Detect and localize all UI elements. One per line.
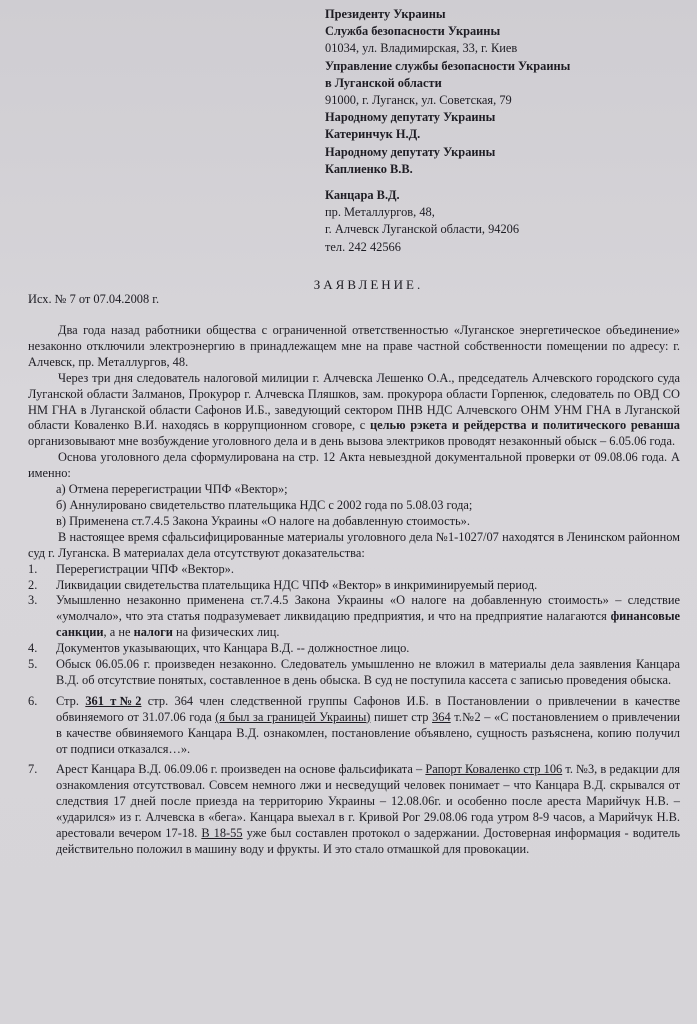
paragraph: Два года назад работники общества с ограниченной ответственностью «Луганское энергетическое объединение» незаконно отключили электроэнергию в принадлежащем мне на праве частной собственности помещении по адресу: г. Алчевск, пр. Металлургов, 48. [28,323,680,369]
paragraph: В настоящее время сфальсифицированные материалы уголовного дела №1-1027/07 находятся в Ленинском районном суд г. Луганска. В материалах дела отсутствуют доказательства: [28,529,680,560]
list-number: 2. [28,577,38,592]
addressee-line: Катеринчук Н.Д. [325,127,421,142]
list-text [56,762,680,857]
addressee-line: Народному депутату Украины [325,110,496,125]
bold-phrase: целью рэкета и рейдерства и политического реванша [369,418,680,433]
text-run: стр. 364 член следственной группы Сафонов И.Б. в Постановлении о привлечении в качестве обвиняемого от 31.07.06 года [56,693,681,724]
list-number: 3. [28,593,38,608]
list-text [56,593,680,641]
text-run: Через три дня следователь налоговой милиции г. Алчевска Лешенко О.А., председатель Алчевского городского суда Луганской области Залманов, Прокурор г. Алчевска Пляшков, зам. прокурора области Горпенюк, следователь по ОВД СО НМ ГНА в Луганской области Сафонов И.Б., заведующий сектором ПНВ НДС Алчевского ОНМ УНМ ГНА в Луганской области Коваленко В.И. находясь в коррупционном сговоре, с [28,370,680,433]
addressee-line: 01034, ул. Владимирская, 33, г. Киев [325,41,518,56]
text-run: Стр. [56,693,86,708]
list-item [28,578,680,594]
document-title: ЗАЯВЛЕНИЕ. [313,277,424,292]
bold-phrase: финансовые санкции [56,609,680,640]
addressee-block [325,6,685,178]
bold-phrase: налоги [133,625,173,640]
list-item [28,641,680,657]
paragraph: Основа уголовного дела сформулирована на стр. 12 Акта невыездной документальной проверки от 09.08.06 года. А именно: [28,450,680,481]
text-run: Умышленно незаконно применена ст.7.4.5 Закона Украины «О налоге на добавленную стоимость» – следствие «умолчало», что эта статья подразумевает ликвидацию предприятия, и что на предприятие налагаются [56,593,680,624]
list-item [28,762,680,857]
addressee-line: Служба безопасности Украины [325,24,501,39]
addressee-line: Каплиенко В.В. [325,161,413,176]
sender-name: Канцара В.Д. [325,188,400,202]
text-run: на физических лиц. [172,625,280,640]
list-number: 7. [28,762,38,777]
sender-phone: тел. 242 42566 [325,239,401,254]
sender-block [325,187,685,256]
text-run: т. №3, в редакции для ознакомления отсутствовал. Совсем немного лжи и несведущий человек понимает – что Канцара В.Д. скрывался от следствия 17 дней после приезда на территорию Украины – 12.08.06г. и особенно после ареста Марийчук Н.В. – «ударился» из г. Алчевска в «бега». Канцара выехал в г. Кривой Рог 29.08.06 года утром 8-9 часов, а Марийчук Н.В. арестовали вечером 17-18. [56,762,681,841]
sub-item: а) Отмена перерегистрации ЧПФ «Вектор»; [56,482,288,497]
list-item [28,657,680,689]
text-run: Арест Канцара В.Д. 06.09.06 г. произведен на основе фальсификата – [56,762,426,777]
sub-item: б) Аннулировано свидетельство плательщика НДС с 2002 года по 5.08.03 года; [56,497,473,512]
addressee-line: Народному депутату Украины [325,144,496,159]
underlined-reference: 361 т№2 [85,693,142,708]
underlined-reference: 364 [432,709,451,724]
list-text: Документов указывающих, что Канцара В.Д. -- должностное лицо. [56,641,410,656]
list-text: Ликвидации свидетельства плательщика НДС ЧПФ «Вектор» в инкриминируемый период. [56,577,538,592]
document-reference: Исх. № 7 от 07.04.2008 г. [28,292,160,306]
text-run: уже был составлен протокол о задержании. Достоверная информация - водитель действительно положил в машину воду и фрукты. И это стало отмашкой для провокации. [56,826,680,856]
list-text [56,694,680,758]
list-text: Обыск 06.05.06 г. произведен незаконно. Следователь умышленно не вложил в материалы дела заявления Канцара В.Д. об отсутствие понятых, составленное в день обыска. В суд не поступила кассета с записью проведения обыска. [56,657,680,687]
list-item [28,694,680,758]
text-run: т.№2 – «С постановлением о привлечении в качестве обвиняемого Канцара В.Д. ознакомлен, постановление объявлено, сущность разъяснена, копию получил от подписи отказался…». [56,709,680,756]
list-number: 1. [28,561,38,576]
paragraph [28,371,680,451]
text-run: пишет стр [370,709,433,724]
underlined-reference: Рапорт Коваленко стр 106 [425,762,563,777]
sub-item: в) Применена ст.7.4.5 Закона Украины «О налоге на добавленную стоимость». [56,513,470,528]
document-body [28,323,680,858]
text-run: , а не [103,625,134,640]
addressee-line: Президенту Украины [325,7,446,21]
list-number: 5. [28,657,38,672]
addressee-line: 91000, г. Луганск, ул. Советская, 79 [325,93,512,108]
addressee-line: Управление службы безопасности Украины [325,58,571,73]
underlined-phrase: В 18-55 [201,826,243,841]
addressee-line: в Луганской области [325,75,442,90]
list-number: 4. [28,641,38,656]
evidence-list [28,562,680,858]
text-run: организовывают мне возбуждение уголовного дела и в день вызова электриков проводят незаконный обыск – 6.05.06 года. [28,434,676,449]
sender-address-line: пр. Металлургов, 48, [325,205,435,220]
sender-address-line: г. Алчевск Луганской области, 94206 [325,222,520,237]
list-item [28,593,680,641]
list-number: 6. [28,693,38,708]
underlined-phrase: (я был за границей Украины) [215,709,371,724]
list-text: Перерегистрации ЧПФ «Вектор». [56,561,234,576]
list-item [28,562,680,578]
